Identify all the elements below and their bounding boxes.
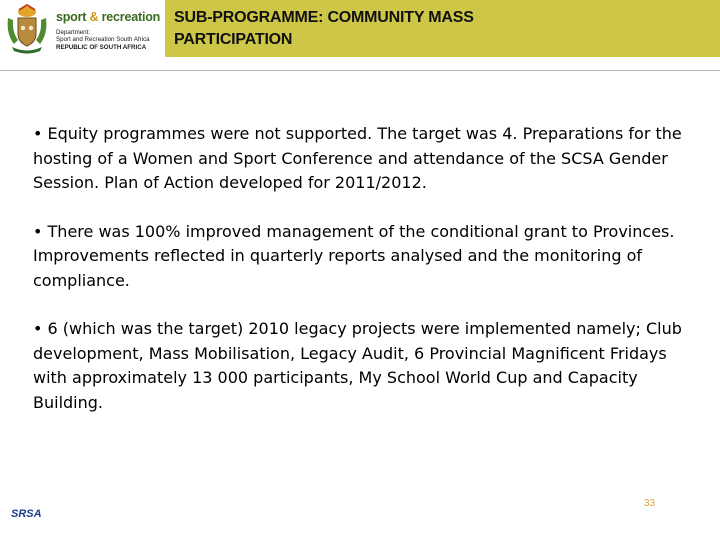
bullet-paragraph: • 6 (which was the target) 2010 legacy projects were implemented namely; Club development, Mass Mobilisation, Legacy Audit, 6 Provincial Magnificent Fridays with approximately 13 000 participants, My School World Cup and Capacity Building.	[33, 319, 682, 412]
bullet-paragraph: • There was 100% improved management of the conditional grant to Provinces. Improvements reflected in quarterly reports analysed and the monitoring of compliance.	[33, 221, 675, 290]
header-divider	[0, 70, 720, 71]
department-logo	[0, 0, 163, 57]
slide-header	[0, 0, 720, 57]
bullet-paragraph: • Equity programmes were not supported. The target was 4. Preparations for the hosting of a Women and Sport Conference and attendance of the SCSA Gender Session. Plan of Action developed for 2011/2012.	[33, 124, 682, 192]
logo-word-recreation: recreation	[101, 10, 161, 24]
logo-wordmark	[56, 10, 160, 24]
page-number: 33	[644, 498, 656, 509]
slide-title-line-2: PARTICIPATION	[174, 31, 293, 48]
slide-body	[33, 122, 693, 439]
logo-country: REPUBLIC OF SOUTH AFRICA	[56, 44, 147, 51]
logo-word-sport: sport	[56, 10, 90, 24]
slide-title-line-1: SUB-PROGRAMME: COMMUNITY MASS	[174, 9, 474, 26]
logo-dept-name: Sport and Recreation South Africa	[56, 36, 150, 43]
logo-dept-label: Department:	[56, 29, 91, 36]
logo-ampersand: &	[89, 10, 102, 24]
footer-org-label: SRSA	[11, 508, 42, 520]
slide-title	[174, 7, 714, 51]
coat-of-arms-icon	[4, 4, 50, 54]
